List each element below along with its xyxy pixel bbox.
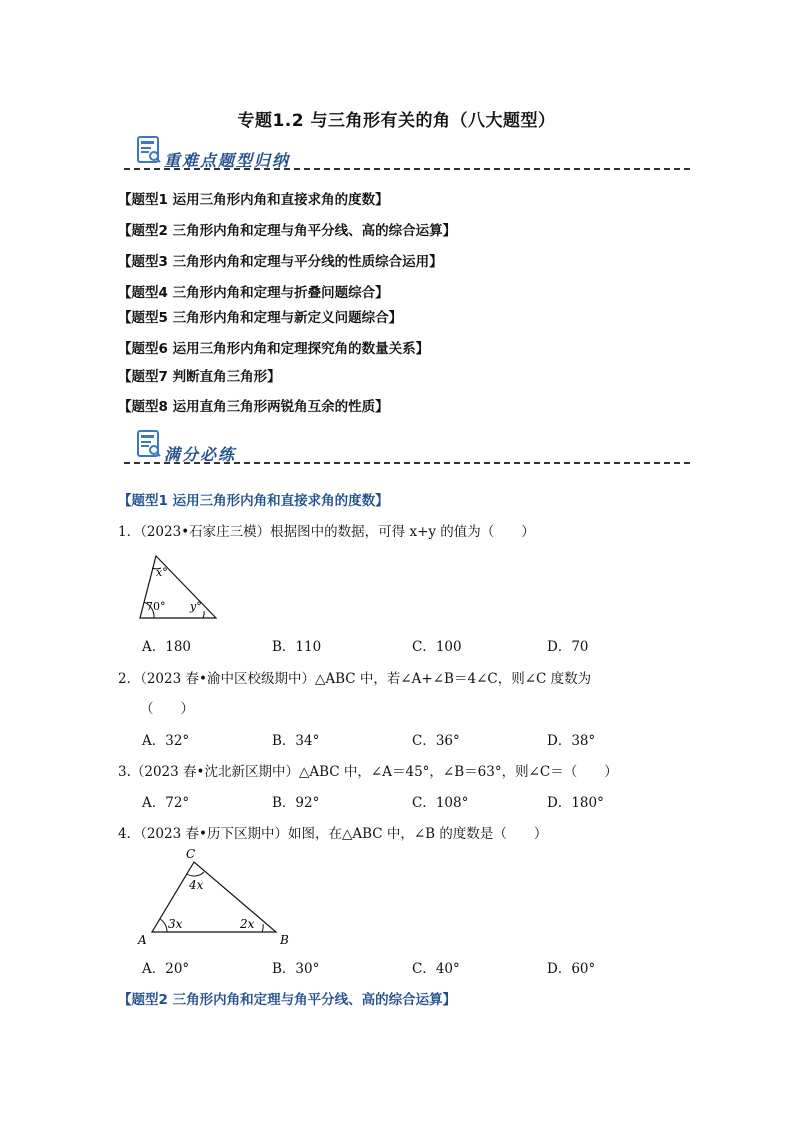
section-title-practice: 满分必练	[164, 445, 237, 464]
angle-label: 2x	[240, 917, 255, 931]
option-c[interactable]: C．36°	[412, 733, 460, 749]
topic-item: 【题型7 判断直角三角形】	[118, 369, 281, 385]
option-c[interactable]: C．40°	[412, 961, 460, 977]
angle-label: 4x	[189, 878, 204, 892]
option-b[interactable]: B．92°	[272, 795, 320, 811]
option-a[interactable]: A．32°	[142, 733, 190, 749]
topic-item: 【题型2 三角形内角和定理与角平分线、高的综合运算】	[118, 223, 457, 239]
topic-item: 【题型6 运用三角形内角和定理探究角的数量关系】	[118, 341, 430, 357]
option-b[interactable]: B．34°	[272, 733, 320, 749]
figure-label: y°	[190, 600, 202, 613]
topic-item: 【题型4 三角形内角和定理与折叠问题综合】	[118, 285, 389, 301]
question-2-text-cont: （ ）	[140, 701, 194, 717]
practice-topic-heading: 【题型1 运用三角形内角和直接求角的度数】	[118, 493, 389, 509]
notebook-icon	[136, 430, 162, 462]
option-a[interactable]: A．72°	[142, 795, 190, 811]
question-1-text: 1．（2023•石家庄三模）根据图中的数据，可得 x+y 的值为（ ）	[118, 524, 535, 540]
page-title: 专题1.2 与三角形有关的角（八大题型）	[237, 111, 556, 131]
option-c[interactable]: C．100	[412, 639, 462, 655]
topic-item: 【题型8 运用直角三角形两锐角互余的性质】	[118, 399, 389, 415]
option-d[interactable]: D．60°	[547, 961, 596, 977]
question-4-figure	[134, 844, 298, 952]
topic-item: 【题型3 三角形内角和定理与平分线的性质综合运用】	[118, 254, 443, 270]
vertex-label: B	[280, 933, 289, 947]
option-a[interactable]: A．180	[142, 639, 192, 655]
notebook-icon	[136, 136, 162, 168]
question-1-figure	[134, 552, 224, 628]
question-2-text: 2．（2023 春•渝中区校级期中）△ABC 中，若∠A+∠B＝4∠C，则∠C 度数为	[118, 671, 592, 687]
section-divider	[124, 462, 690, 464]
option-d[interactable]: D．180°	[547, 795, 604, 811]
option-a[interactable]: A．20°	[142, 961, 190, 977]
angle-label: 3x	[168, 917, 183, 931]
section-divider	[124, 168, 690, 170]
practice-topic-heading: 【题型2 三角形内角和定理与角平分线、高的综合运算】	[118, 992, 457, 1008]
figure-label: x°	[156, 566, 168, 579]
figure-label: 70°	[146, 600, 166, 613]
vertex-label: C	[186, 847, 196, 861]
question-3-text: 3.（2023 春•沈北新区期中）△ABC 中，∠A＝45°，∠B＝63°，则∠C＝（ ）	[118, 764, 618, 780]
option-d[interactable]: D．38°	[547, 733, 596, 749]
option-b[interactable]: B．110	[272, 639, 322, 655]
topic-item: 【题型5 三角形内角和定理与新定义问题综合】	[118, 310, 403, 326]
topic-item: 【题型1 运用三角形内角和直接求角的度数】	[118, 192, 389, 208]
section-title-overview: 重难点题型归纳	[164, 151, 291, 170]
vertex-label: A	[138, 933, 147, 947]
option-c[interactable]: C．108°	[412, 795, 469, 811]
option-b[interactable]: B．30°	[272, 961, 320, 977]
question-4-text: 4．（2023 春•历下区期中）如图，在△ABC 中，∠B 的度数是（ ）	[118, 826, 548, 842]
option-d[interactable]: D．70	[547, 639, 589, 655]
